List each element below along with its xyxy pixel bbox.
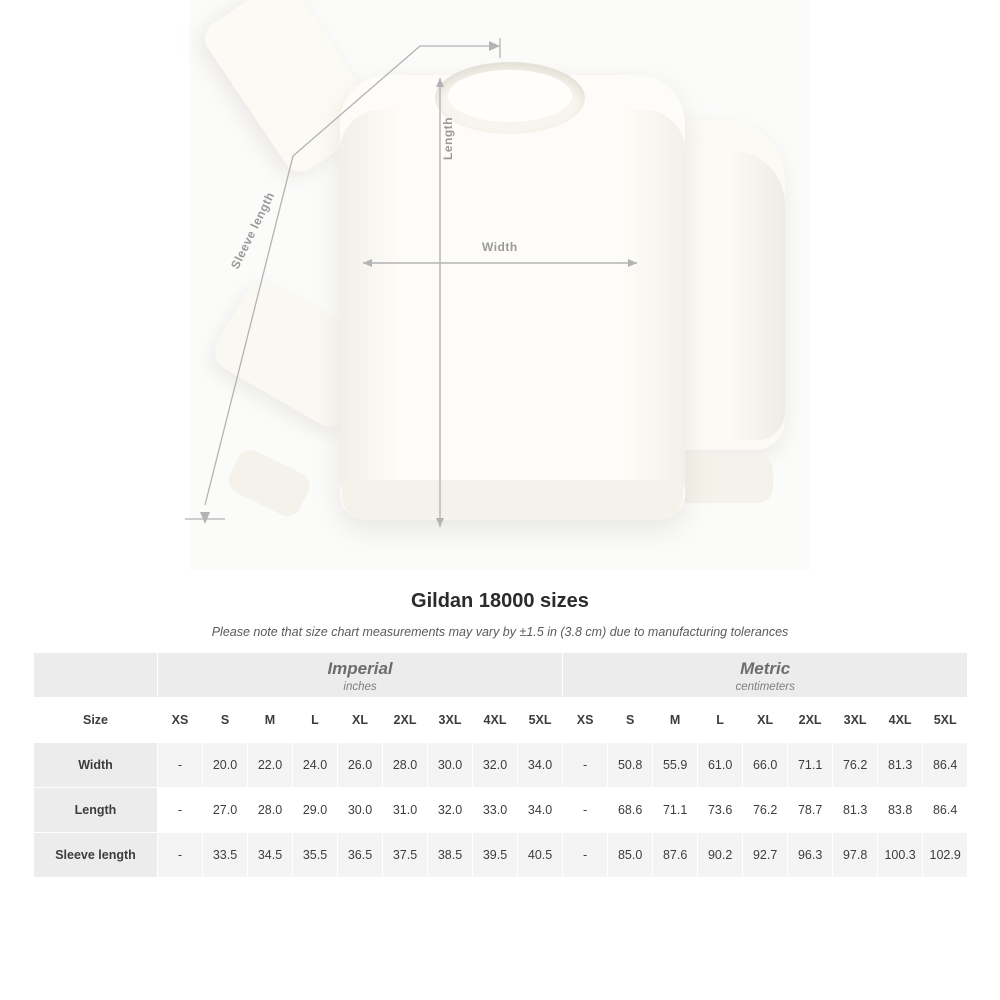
cell-length-metric-l: 73.6 (698, 788, 743, 833)
length-measure-label: Length (441, 117, 455, 160)
cell-sleeve-metric-m: 87.6 (653, 833, 698, 878)
cell-width-imperial-xl: 26.0 (338, 743, 383, 788)
unit-header-row (34, 653, 968, 698)
size-header-metric-s: S (608, 698, 653, 743)
cell-length-imperial-m: 28.0 (248, 788, 293, 833)
size-header-metric-4xl: 4XL (878, 698, 923, 743)
table-row-width (34, 743, 968, 788)
size-header-imperial-3xl: 3XL (428, 698, 473, 743)
cell-sleeve-imperial-s: 33.5 (203, 833, 248, 878)
cell-width-imperial-3xl: 30.0 (428, 743, 473, 788)
cell-width-imperial-2xl: 28.0 (383, 743, 428, 788)
cell-width-imperial-s: 20.0 (203, 743, 248, 788)
cell-width-metric-3xl: 76.2 (833, 743, 878, 788)
cell-length-metric-4xl: 83.8 (878, 788, 923, 833)
cell-sleeve-imperial-m: 34.5 (248, 833, 293, 878)
cell-sleeve-imperial-4xl: 39.5 (473, 833, 518, 878)
size-header-imperial-m: M (248, 698, 293, 743)
tolerance-note: Please note that size chart measurements may vary by ±1.5 in (3.8 cm) due to manufacturing tolerances (211, 625, 789, 639)
cell-sleeve-imperial-3xl: 38.5 (428, 833, 473, 878)
size-header-metric-l: L (698, 698, 743, 743)
size-header-imperial-s: S (203, 698, 248, 743)
cell-length-imperial-xs: - (158, 788, 203, 833)
size-header-metric-5xl: 5XL (923, 698, 968, 743)
cell-width-imperial-l: 24.0 (293, 743, 338, 788)
size-header-row (34, 698, 968, 743)
cell-width-imperial-m: 22.0 (248, 743, 293, 788)
cell-width-metric-m: 55.9 (653, 743, 698, 788)
size-header-imperial-l: L (293, 698, 338, 743)
size-header-metric-3xl: 3XL (833, 698, 878, 743)
cell-sleeve-metric-2xl: 96.3 (788, 833, 833, 878)
cell-sleeve-imperial-xl: 36.5 (338, 833, 383, 878)
size-table (33, 652, 968, 878)
cell-sleeve-metric-xl: 92.7 (743, 833, 788, 878)
cell-width-metric-4xl: 81.3 (878, 743, 923, 788)
size-header-metric-xl: XL (743, 698, 788, 743)
cell-length-metric-s: 68.6 (608, 788, 653, 833)
size-header-imperial-xs: XS (158, 698, 203, 743)
unit-header-imperial (158, 653, 563, 698)
cell-width-imperial-5xl: 34.0 (518, 743, 563, 788)
cell-length-imperial-2xl: 31.0 (383, 788, 428, 833)
unit-header-metric (563, 653, 968, 698)
width-measure-label: Width (482, 240, 518, 254)
cell-length-imperial-l: 29.0 (293, 788, 338, 833)
cell-width-metric-5xl: 86.4 (923, 743, 968, 788)
cell-sleeve-imperial-2xl: 37.5 (383, 833, 428, 878)
cell-length-imperial-4xl: 33.0 (473, 788, 518, 833)
cell-width-metric-s: 50.8 (608, 743, 653, 788)
cell-length-imperial-xl: 30.0 (338, 788, 383, 833)
row-label-width: Width (34, 743, 158, 788)
size-header-metric-2xl: 2XL (788, 698, 833, 743)
sleeve-measure-label: Sleeve length (228, 189, 278, 272)
cell-sleeve-metric-3xl: 97.8 (833, 833, 878, 878)
cell-width-imperial-xs: - (158, 743, 203, 788)
size-header-imperial-5xl: 5XL (518, 698, 563, 743)
cell-length-imperial-3xl: 32.0 (428, 788, 473, 833)
cell-length-imperial-s: 27.0 (203, 788, 248, 833)
unit-metric-sub: centimeters (735, 681, 795, 694)
cell-length-metric-2xl: 78.7 (788, 788, 833, 833)
row-label-length: Length (34, 788, 158, 833)
cell-length-metric-m: 71.1 (653, 788, 698, 833)
unit-imperial-sub: inches (343, 681, 377, 694)
cell-sleeve-metric-5xl: 102.9 (923, 833, 968, 878)
cell-length-imperial-5xl: 34.0 (518, 788, 563, 833)
cell-width-metric-xs: - (563, 743, 608, 788)
cell-length-metric-5xl: 86.4 (923, 788, 968, 833)
cell-length-metric-xl: 76.2 (743, 788, 788, 833)
cell-sleeve-metric-l: 90.2 (698, 833, 743, 878)
cell-width-imperial-4xl: 32.0 (473, 743, 518, 788)
unit-metric-name: Metric (740, 658, 791, 678)
cell-sleeve-metric-s: 85.0 (608, 833, 653, 878)
cell-width-metric-l: 61.0 (698, 743, 743, 788)
unit-header-blank (34, 653, 158, 698)
table-row-length (34, 788, 968, 833)
cell-sleeve-imperial-xs: - (158, 833, 203, 878)
unit-imperial-name: Imperial (327, 658, 393, 678)
size-header-metric-m: M (653, 698, 698, 743)
row-label-sleeve-length: Sleeve length (34, 833, 158, 878)
cell-sleeve-imperial-5xl: 40.5 (518, 833, 563, 878)
cell-sleeve-metric-xs: - (563, 833, 608, 878)
cell-width-metric-2xl: 71.1 (788, 743, 833, 788)
cell-sleeve-metric-4xl: 100.3 (878, 833, 923, 878)
cell-length-metric-xs: - (563, 788, 608, 833)
size-header-imperial-2xl: 2XL (383, 698, 428, 743)
size-header-metric-xs: XS (563, 698, 608, 743)
cell-sleeve-imperial-l: 35.5 (293, 833, 338, 878)
cell-length-metric-3xl: 81.3 (833, 788, 878, 833)
cell-width-metric-xl: 66.0 (743, 743, 788, 788)
size-header-label: Size (34, 698, 158, 743)
table-row-sleeve-length (34, 833, 968, 878)
size-header-imperial-xl: XL (338, 698, 383, 743)
size-header-imperial-4xl: 4XL (473, 698, 518, 743)
size-table-wrapper (33, 652, 967, 878)
page-title: Gildan 18000 sizes (411, 590, 589, 612)
